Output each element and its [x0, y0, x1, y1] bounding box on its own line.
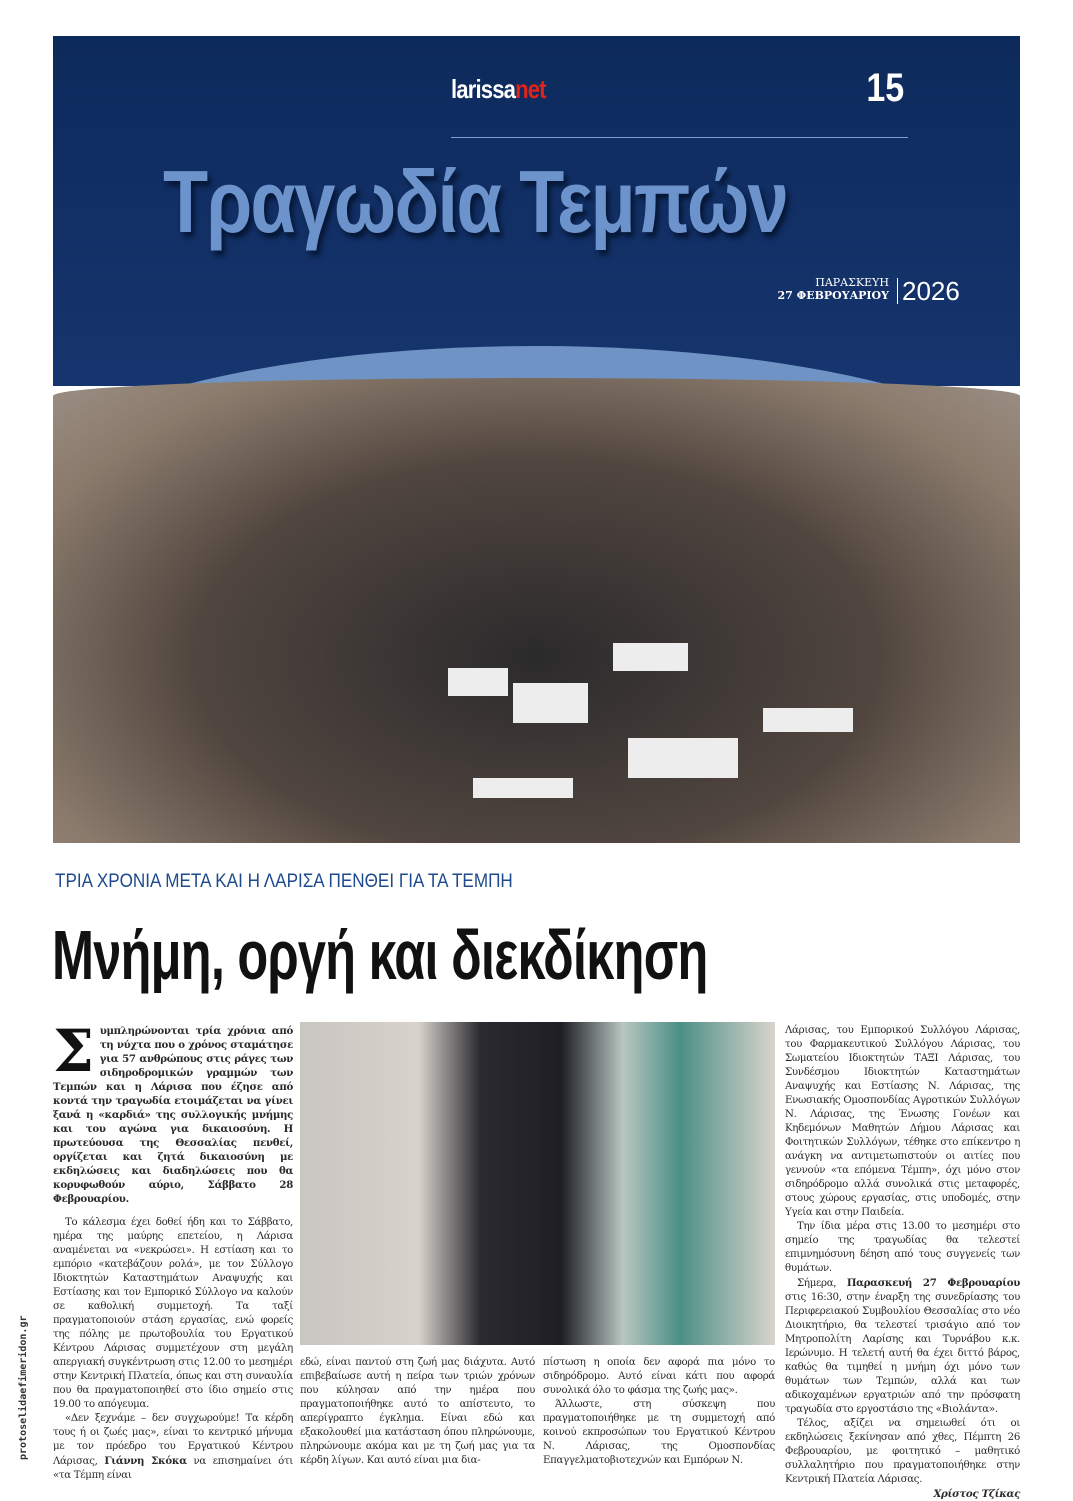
paragraph: Το κάλεσμα έχει δοθεί ήδη και το Σάββατο, ημέρα της μαύρης επετείου, η Λάρισα αναμένεται να «νεκρώσει». Η εστίαση και το εμπόριο «κατεβάζουν ρολά», με τον Σύλλογο Ιδιοκτητών Καταστημάτων Αναψυχής και Εστίασης και τον Εμπορικό Σύλλογο να καλούν σε καθολική συμμετοχή. Τα ταξί πραγματοποιούν στάση εργασίας, ενώ φορείς της πόλης με πρωτοβουλία του Εργατικού Κέντρου Λάρισας συμμετέχουν στη μεγάλη απεργιακή συγκέντρωση στις 12.00 το μεσημέρι στην Κεντρική Πλατεία, όπως και στη συναυλία που θα πραγματοποιηθεί στο ίδιο σημείο στις 19.00 το απόγευμα. [53, 1217, 293, 1410]
text: στις 16:30, στην έναρξη της συνεδρίασης του Περιφερειακού Συμβουλίου Θεσσαλίας στο νέο Διοικητήριο, θα τελεστεί τρισάγιο από τον Μητροπολίτη Λαρίσης και Τυρνάβου κ.κ. Ιερώνυμο. Η τελετή αυτή θα έχει διττό βάρος, καθώς θα τιμηθεί η μνήμη όχι μόνο των θυμάτων των Τεμπών, αλλά και των αδικοχαμένων εργατριών από την πρόσφατη τραγωδία στο εργοστάσιο της «Βιολάντα». [785, 1292, 1020, 1415]
person-name: Γιάννη Σκόκα [104, 1455, 187, 1467]
page-header [53, 36, 1020, 386]
paragraph: Λάρισας, του Εμπορικού Συλλόγου Λάρισας, του Φαρμακευτικού Συλλόγου Λάρισας, του Σωματείου Ιδιοκτητών ΤΑΞΙ Λάρισας, του Συνδέσμου Ιδιοκτητών Καταστημάτων Αναψυχής και Εστίασης Ν. Λάρισας, της Ενωσιακής Ομοσπονδίας Αγροτικών Συλλόγων Ν. Λάρισας, της Ένωσης Γονέων και Κηδεμόνων Μαθητών Δήμου Λάρισας και Φοιτητικών Συλλόγων, τέθηκε στο επίκεντρο η ανάγκη να αντιμετωπιστούν οι αιτίες που γεννούν «τα επόμενα Τέμπη», όχι μόνο στον σιδηρόδρομο αλλά συνολικά στις μεταφορές, στους χώρους εργασίας, στις υποδομές, στην Υγεία και στην Παιδεία. [785, 1025, 1020, 1218]
date-bold: Παρασκευή 27 Φεβρουαρίου [846, 1277, 1021, 1289]
weekday: ΠΑΡΑΣΚΕΥΗ [815, 276, 889, 289]
issue-year: 2026 [897, 278, 960, 304]
street-march-photo [300, 1022, 775, 1345]
paragraph: πίστωση η οποία δεν αφορά πια μόνο το σιδηρόδρομο. Αυτό είναι κάτι που αφορά συνολικά όλο το φάσμα της ζωής μας». [543, 1357, 775, 1396]
lead-text: υμπληρώνονται τρία χρόνια από τη νύχτα που ο χρόνος σταμάτησε για 57 ανθρώπους στις ράγες των σιδηροδρομικών γραμμών των Τεμπών και η Λάρισα που έζησε από κοντά την τραγωδία ετοιμάζεται να γίνει ξανά η «καρδιά» της συλλογικής μνήμης και του αγώνα για δικαιοσύνη. Η πρωτεύουσα της Θεσσαλίας πενθεί, οργίζεται και ζητά δικαιοσύνη με εκδηλώσεις και διαδηλώσεις που θα κορυφωθούν αύριο, Σάββατο 28 Φεβρουαρίου. [53, 1025, 293, 1205]
text: να επισημαίνει ότι «τα Τέμπη είναι [53, 1456, 293, 1481]
text: Σήμερα, [797, 1278, 847, 1289]
article-kicker: ΤΡΙΑ ΧΡΟΝΙΑ ΜΕΤΑ ΚΑΙ Η ΛΑΡΙΣΑ ΠΕΝΘΕΙ ΓΙΑ ΤΑ ΤΕΜΠΗ [55, 871, 513, 892]
author-byline: Χρίστος Τζίκας [933, 1488, 1020, 1500]
larissanet-logo [451, 74, 546, 105]
date: 27 ΦΕΒΡΟΥΑΡΙΟΥ [777, 289, 889, 302]
section-title: Τραγωδία Τεμπών [163, 152, 788, 251]
watermark: protoselidaefimeridon.gr [18, 1315, 29, 1460]
drop-cap: Σ [53, 1017, 94, 1085]
issue-date [689, 276, 889, 302]
paragraph: εδώ, είναι παντού στη ζωή μας διάχυτα. Αυτό επιβεβαίωσε αυτή η πείρα των τριών χρόνων που κύλησαν από την ημέρα που πραγματοποιήθηκε αυτό το απίστευτο, το απερίγραπτο έγκλημα. Είναι εδώ και εξακολουθεί μια κατάσταση όπου πληρώνουμε, πληρώνουμε ακόμα και με τη ζωή μας για τα κέρδη λίγων. Και αυτό είναι μια δια- [300, 1357, 535, 1466]
article-lead [53, 1017, 293, 1206]
logo-part2: net [515, 74, 546, 104]
logo-part1: larissa [451, 74, 516, 104]
main-photo-crowd-square [53, 378, 1020, 843]
paragraph: Την ίδια μέρα στις 13.00 το μεσημέρι στο σημείο της τραγωδίας θα τελεστεί επιμνημόσυνη δέηση από τους συγγενείς των θυμάτων. [785, 1221, 1020, 1274]
article-column-4 [785, 1024, 1020, 1501]
paragraph: Άλλωστε, στη σύσκεψη που πραγματοποιήθηκε με τη συμμετοχή από κοινού εκπροσώπων του Εργατικού Κέντρου Ν. Λάρισας, της Ομοσπονδίας Επαγγελματοβιοτεχνών και Εμπόρων Ν. [543, 1399, 775, 1466]
header-divider [451, 137, 908, 138]
paragraph [53, 1412, 293, 1483]
article-column-2 [300, 1356, 535, 1468]
text: «Δεν ξεχνάμε – δεν συγχωρούμε! Τα κέρδη τους ή οι ζωές μας», είναι το κεντρικό μήνυμα με τον πρόεδρο του Εργατικού Κέντρου Λάρισας, [53, 1413, 293, 1467]
paragraph [785, 1276, 1020, 1417]
article-headline: Μνήμη, οργή και διεκδίκηση [52, 916, 708, 994]
paragraph: Τέλος, αξίζει να σημειωθεί ότι οι εκδηλώσεις ξεκίνησαν από χθες, Πέμπτη 26 Φεβρουαρίου, με φοιτητικό – μαθητικό συλλαλητήριο που πραγματοποιήθηκε στην Κεντρική Πλατεία Λάρισας. [785, 1418, 1020, 1485]
article-column-3 [543, 1356, 775, 1468]
article-column-1 [53, 1017, 293, 1483]
page-number: 15 [866, 66, 905, 110]
